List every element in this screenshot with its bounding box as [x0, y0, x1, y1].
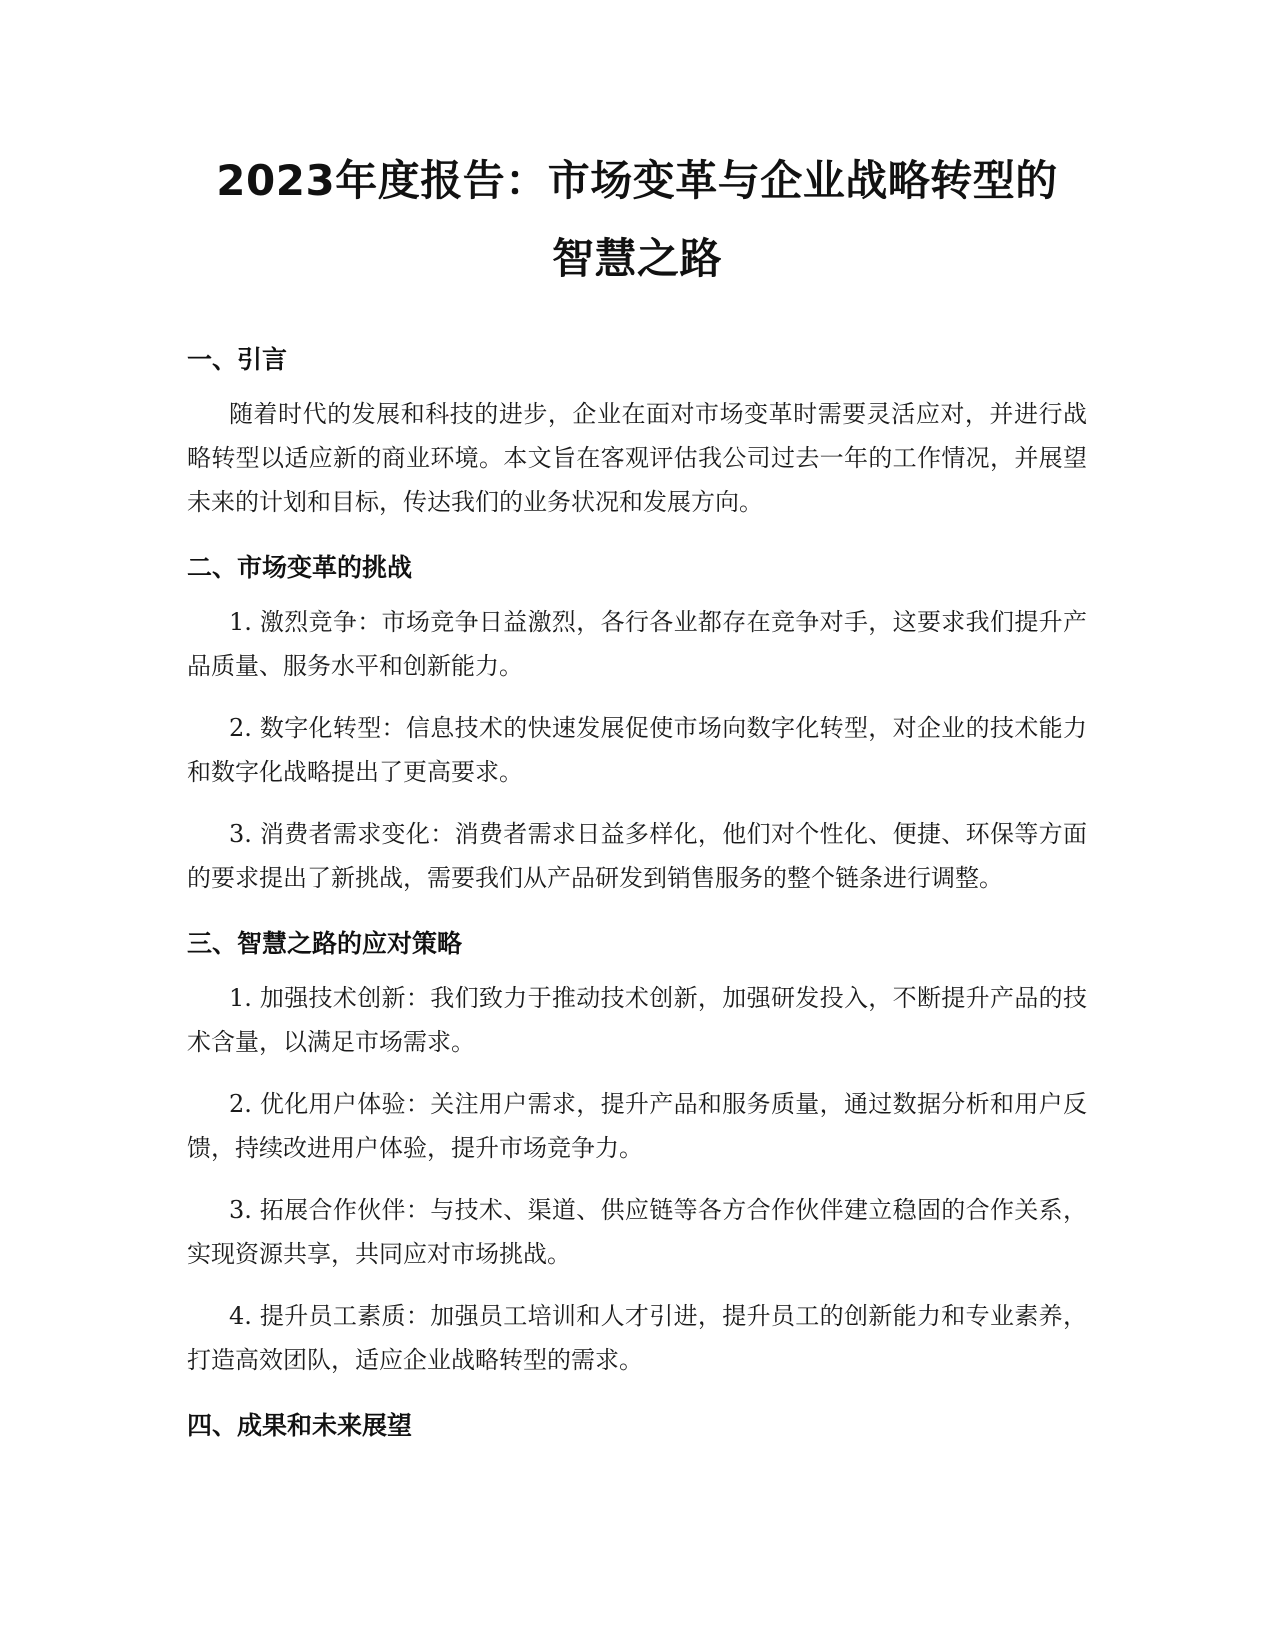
strategy-item-3: 3. 拓展合作伙伴：与技术、渠道、供应链等各方合作伙伴建立稳固的合作关系，实现资源共享，共同应对市场挑战。 [187, 1196, 1087, 1268]
challenge-item-3: 3. 消费者需求变化：消费者需求日益多样化，他们对个性化、便捷、环保等方面的要求提出了新挑战，需要我们从产品研发到销售服务的整个链条进行调整。 [187, 820, 1087, 892]
document-title-line-1: 2023年度报告：市场变革与企业战略转型的 [216, 156, 1058, 205]
introduction-paragraph: 随着时代的发展和科技的进步，企业在面对市场变革时需要灵活应对，并进行战略转型以适应新的商业环境。本文旨在客观评估我公司过去一年的工作情况，并展望未来的计划和目标，传达我们的业务状况和发展方向。 [187, 400, 1087, 516]
document-title-line-2: 智慧之路 [551, 234, 722, 283]
challenge-item-1: 1. 激烈竞争：市场竞争日益激烈，各行各业都存在竞争对手，这要求我们提升产品质量、服务水平和创新能力。 [187, 608, 1087, 680]
document-body [187, 142, 1087, 1444]
strategy-item-4: 4. 提升员工素质：加强员工培训和人才引进，提升员工的创新能力和专业素养，打造高效团队，适应企业战略转型的需求。 [187, 1302, 1087, 1374]
section-heading-introduction: 一、引言 [187, 345, 288, 374]
section-heading-results-outlook: 四、成果和未来展望 [187, 1411, 413, 1440]
strategy-item-1: 1. 加强技术创新：我们致力于推动技术创新，加强研发投入，不断提升产品的技术含量，以满足市场需求。 [187, 984, 1087, 1056]
section-heading-strategies: 三、智慧之路的应对策略 [187, 929, 463, 958]
challenge-item-2: 2. 数字化转型：信息技术的快速发展促使市场向数字化转型，对企业的技术能力和数字化战略提出了更高要求。 [187, 714, 1087, 786]
section-heading-market-challenges: 二、市场变革的挑战 [187, 553, 413, 582]
document-title [187, 142, 1087, 298]
strategy-item-2: 2. 优化用户体验：关注用户需求，提升产品和服务质量，通过数据分析和用户反馈，持续改进用户体验，提升市场竞争力。 [187, 1090, 1087, 1162]
